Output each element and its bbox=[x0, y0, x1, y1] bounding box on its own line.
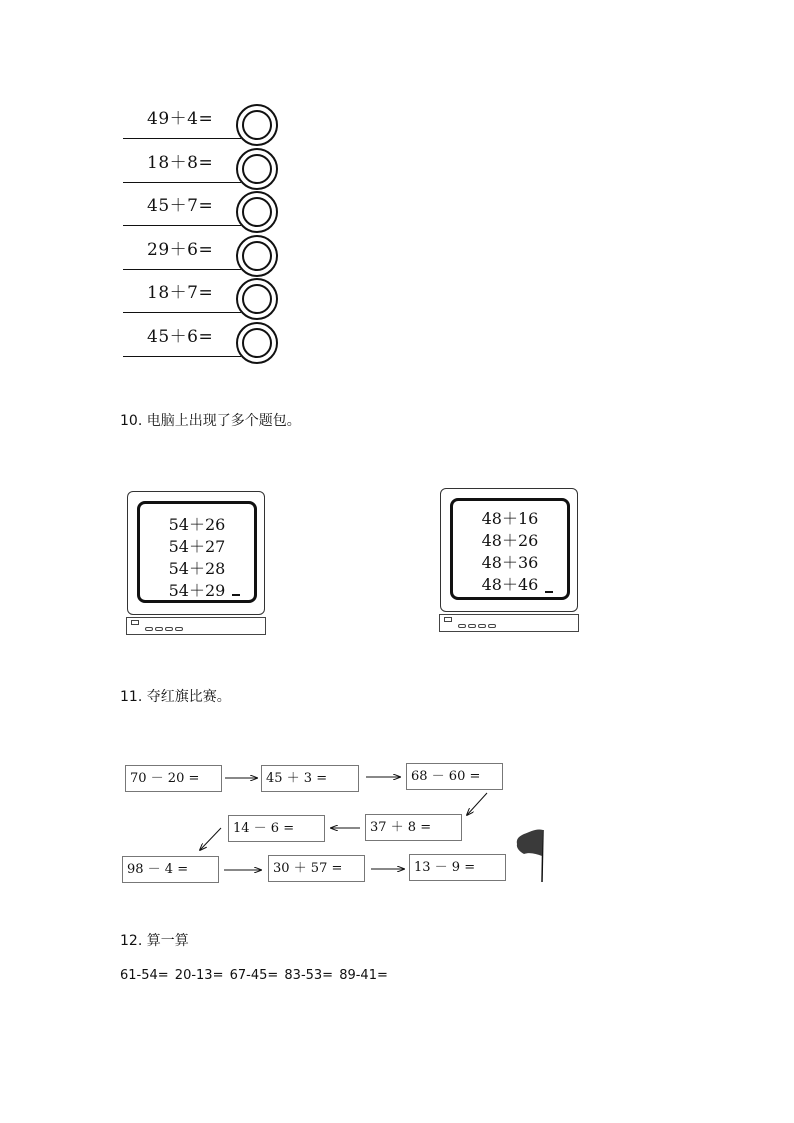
question-11-title: 11. 夺红旗比赛。 bbox=[120, 689, 231, 705]
flag-icon bbox=[514, 826, 554, 886]
expression: 48＋36 bbox=[481, 553, 539, 572]
answer-circle[interactable] bbox=[236, 104, 278, 146]
question-10-title: 10. 电脑上出现了多个题包。 bbox=[120, 413, 301, 429]
answer-circle[interactable] bbox=[236, 148, 278, 190]
equation-row bbox=[123, 148, 283, 192]
problem-box-5[interactable]: 14 － 6 = bbox=[228, 815, 325, 842]
expression: 48＋16 bbox=[481, 509, 539, 528]
equation-text: 45＋6= bbox=[147, 327, 214, 347]
flow-arrows bbox=[0, 740, 794, 900]
answer-circle[interactable] bbox=[236, 278, 278, 320]
answer-line bbox=[123, 269, 241, 270]
answer-line bbox=[123, 182, 241, 183]
answer-circle[interactable] bbox=[236, 322, 278, 364]
equation-text: 45＋7= bbox=[147, 196, 214, 216]
problem-box-7[interactable]: 30 ＋ 57 = bbox=[268, 855, 365, 882]
answer-circle[interactable] bbox=[236, 191, 278, 233]
expression: 48＋46 bbox=[481, 575, 539, 594]
answer-circle[interactable] bbox=[236, 235, 278, 277]
equation-row bbox=[123, 278, 283, 322]
monitor-base bbox=[439, 614, 579, 632]
answer-line bbox=[123, 312, 241, 313]
problem-box-1[interactable]: 70 － 20 = bbox=[125, 765, 222, 792]
problem-box-4[interactable]: 37 ＋ 8 = bbox=[365, 814, 462, 841]
answer-line bbox=[123, 225, 241, 226]
expression: 54＋27 bbox=[168, 537, 226, 556]
equation-text: 29＋6= bbox=[147, 240, 214, 260]
equation-row bbox=[123, 322, 283, 366]
problem-box-6[interactable]: 98 － 4 = bbox=[122, 856, 219, 883]
expression: 54＋28 bbox=[168, 559, 226, 578]
problem-box-8[interactable]: 13 － 9 = bbox=[409, 854, 506, 881]
monitor-frame bbox=[127, 491, 265, 615]
problem-box-2[interactable]: 45 ＋ 3 = bbox=[261, 765, 359, 792]
expression: 48＋26 bbox=[481, 531, 539, 550]
expression: 54＋29 bbox=[168, 581, 226, 600]
equation-text: 18＋8= bbox=[147, 153, 214, 173]
answer-line bbox=[123, 138, 241, 139]
monitor-base bbox=[126, 617, 266, 635]
arrow-down-left-icon bbox=[467, 793, 487, 815]
equation-row bbox=[123, 104, 283, 148]
answer-line bbox=[123, 356, 241, 357]
equation-text: 49＋4= bbox=[147, 109, 214, 129]
problem-box-3[interactable]: 68 － 60 = bbox=[406, 763, 503, 790]
question-12-title: 12. 算一算 bbox=[120, 933, 189, 949]
monitor-frame bbox=[440, 488, 578, 612]
equation-text: 18＋7= bbox=[147, 283, 214, 303]
equation-row bbox=[123, 191, 283, 235]
expression: 54＋26 bbox=[168, 515, 226, 534]
arrow-down-left-icon bbox=[200, 828, 221, 850]
equation-row bbox=[123, 235, 283, 279]
calculation-problems: 61-54= 20-13= 67-45= 83-53= 89-41= bbox=[120, 968, 388, 983]
